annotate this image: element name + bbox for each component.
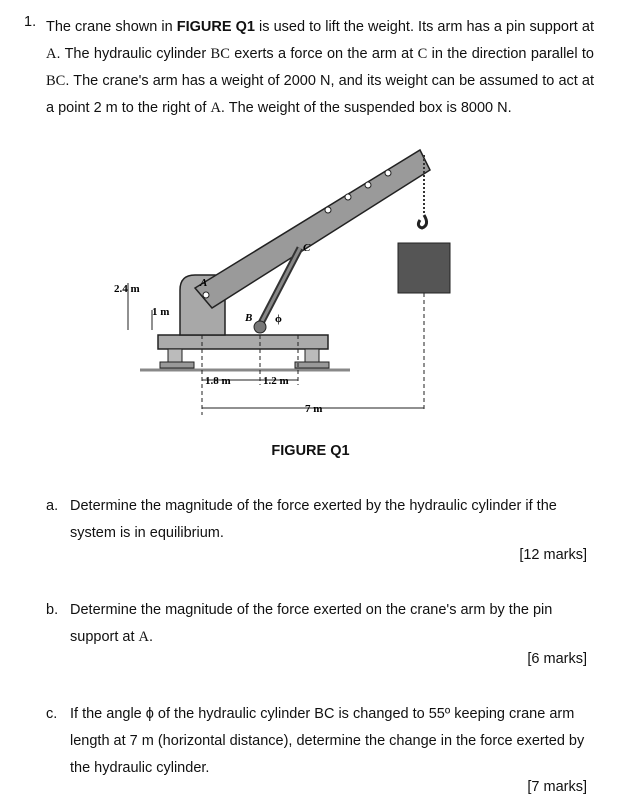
label-7m: 7 m [305, 403, 323, 415]
arm-hole [345, 194, 351, 200]
crane-base-foot [295, 362, 329, 368]
arm-hole [365, 182, 371, 188]
q-text-point-a: A [210, 100, 221, 116]
part-b-text-seg: . [149, 629, 154, 645]
crane-base-foot [160, 362, 194, 368]
q-text-seg: . The crane's arm has a weight of 2000 N, and its weight can be assumed to act at a point 2 m to the right of [46, 73, 594, 116]
q-text-bc: BC [46, 73, 66, 89]
part-c-marks: [7 marks] [527, 779, 587, 795]
arm-hole [385, 170, 391, 176]
part-b-marks: [6 marks] [527, 651, 587, 667]
arm-hole [325, 207, 331, 213]
crane-arm [195, 150, 430, 308]
suspended-box [398, 243, 450, 293]
crane-base-platform [158, 335, 328, 349]
q-text-seg: exerts a force on the arm at [229, 46, 418, 62]
part-a-label: a. [46, 498, 59, 514]
part-b-point-a: A [138, 629, 149, 645]
label-phi: ϕ [275, 313, 282, 325]
question-number: 1. [24, 14, 37, 30]
q-text-seg: The crane shown in [46, 19, 177, 35]
label-b: B [245, 312, 253, 324]
part-a-marks: [12 marks] [519, 547, 587, 563]
q-text-point-a: A [46, 46, 57, 62]
part-b-label: b. [46, 602, 59, 618]
crane-base-leg [305, 349, 319, 363]
label-1-2m: 1.2 m [263, 375, 289, 387]
pin-a [203, 292, 209, 298]
hook-icon [418, 215, 426, 228]
question-text [46, 14, 594, 122]
part-c-label: c. [46, 706, 58, 722]
q-text-seg: in the direction parallel to [427, 46, 594, 62]
part-c-phi: ϕ [145, 706, 154, 722]
q-text-fig-ref: FIGURE Q1 [176, 19, 255, 35]
crane-figure [100, 140, 560, 430]
q-text-seg: is used to lift the weight. Its arm has a pin support at [254, 19, 595, 35]
crane-base-leg [168, 349, 182, 363]
q-text-seg: . The weight of the suspended box is 8000 N. [220, 100, 512, 116]
figure-caption: FIGURE Q1 [271, 443, 350, 459]
label-1-8m: 1.8 m [205, 375, 231, 387]
part-b-text [70, 597, 590, 651]
part-a-text: Determine the magnitude of the force exerted by the hydraulic cylinder if the system is in equilibrium. [70, 498, 557, 541]
q-text-point-c: C [417, 46, 428, 62]
q-text-seg: . The hydraulic cylinder [56, 46, 211, 62]
label-1m: 1 m [152, 306, 170, 318]
part-c-text [70, 701, 590, 782]
label-c: C [303, 242, 311, 254]
pin-b [254, 321, 266, 333]
label-2-4m: 2.4 m [114, 283, 140, 295]
part-c-text-seg: of the hydraulic cylinder BC is changed to 55º keeping crane arm length at 7 m (horizontal distance), determine the change in the force exerted by the hydraulic cylinder. [70, 706, 585, 776]
q-text-bc: BC [210, 46, 230, 62]
label-a: A [200, 277, 208, 289]
part-b-text-seg: Determine the magnitude of the force exerted on the crane's arm by the pin support at [70, 602, 553, 645]
part-c-text-seg: If the angle [70, 706, 146, 722]
